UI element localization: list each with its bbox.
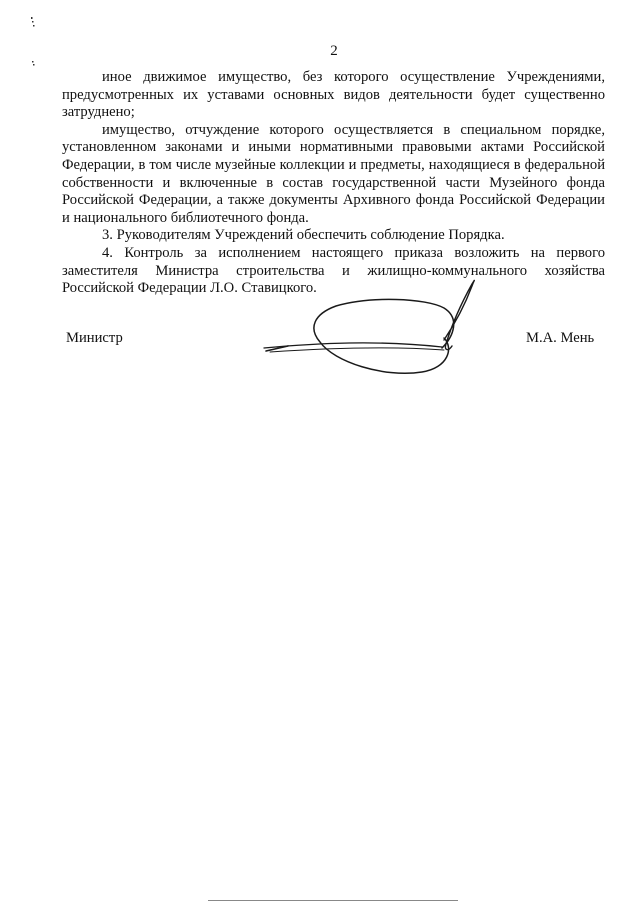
signatory-name: М.А. Мень bbox=[526, 330, 595, 346]
paragraph-special-property: имущество, отчуждение которого осуществляется в специальном порядке, установленном законами и иными нормативными правовыми актами Российской Федерации, в том числе музейные коллекции и предметы, находящиеся в федеральной собственности и включенные в состав государственной части Музейного фонда Российской Федерации, а также документы Архивного фонда Российской Федерации и национального библиотечного фонда. bbox=[62, 121, 605, 226]
page-number: 2 bbox=[330, 43, 338, 59]
signatory-title: Министр bbox=[66, 330, 123, 346]
paragraph-item-3: 3. Руководителям Учреждений обеспечить соблюдение Порядка. bbox=[102, 227, 505, 244]
handwritten-signature bbox=[258, 276, 488, 382]
paragraph-movable-property: иное движимое имущество, без которого осуществление Учреждениями, предусмотренных их уставами основных видов деятельности будет существенно затруднено; bbox=[62, 69, 605, 121]
scan-speck-mark bbox=[24, 16, 36, 28]
scan-speck-mark bbox=[24, 58, 36, 70]
paragraph-item-4: 4. Контроль за исполнением настоящего приказа возложить на первого заместителя Министра строительства и жилищно-коммунального хозяйства Российской Федерации Л.О. Ставицкого. bbox=[62, 244, 605, 297]
scan-edge-line bbox=[208, 899, 458, 902]
document-body bbox=[62, 69, 605, 298]
